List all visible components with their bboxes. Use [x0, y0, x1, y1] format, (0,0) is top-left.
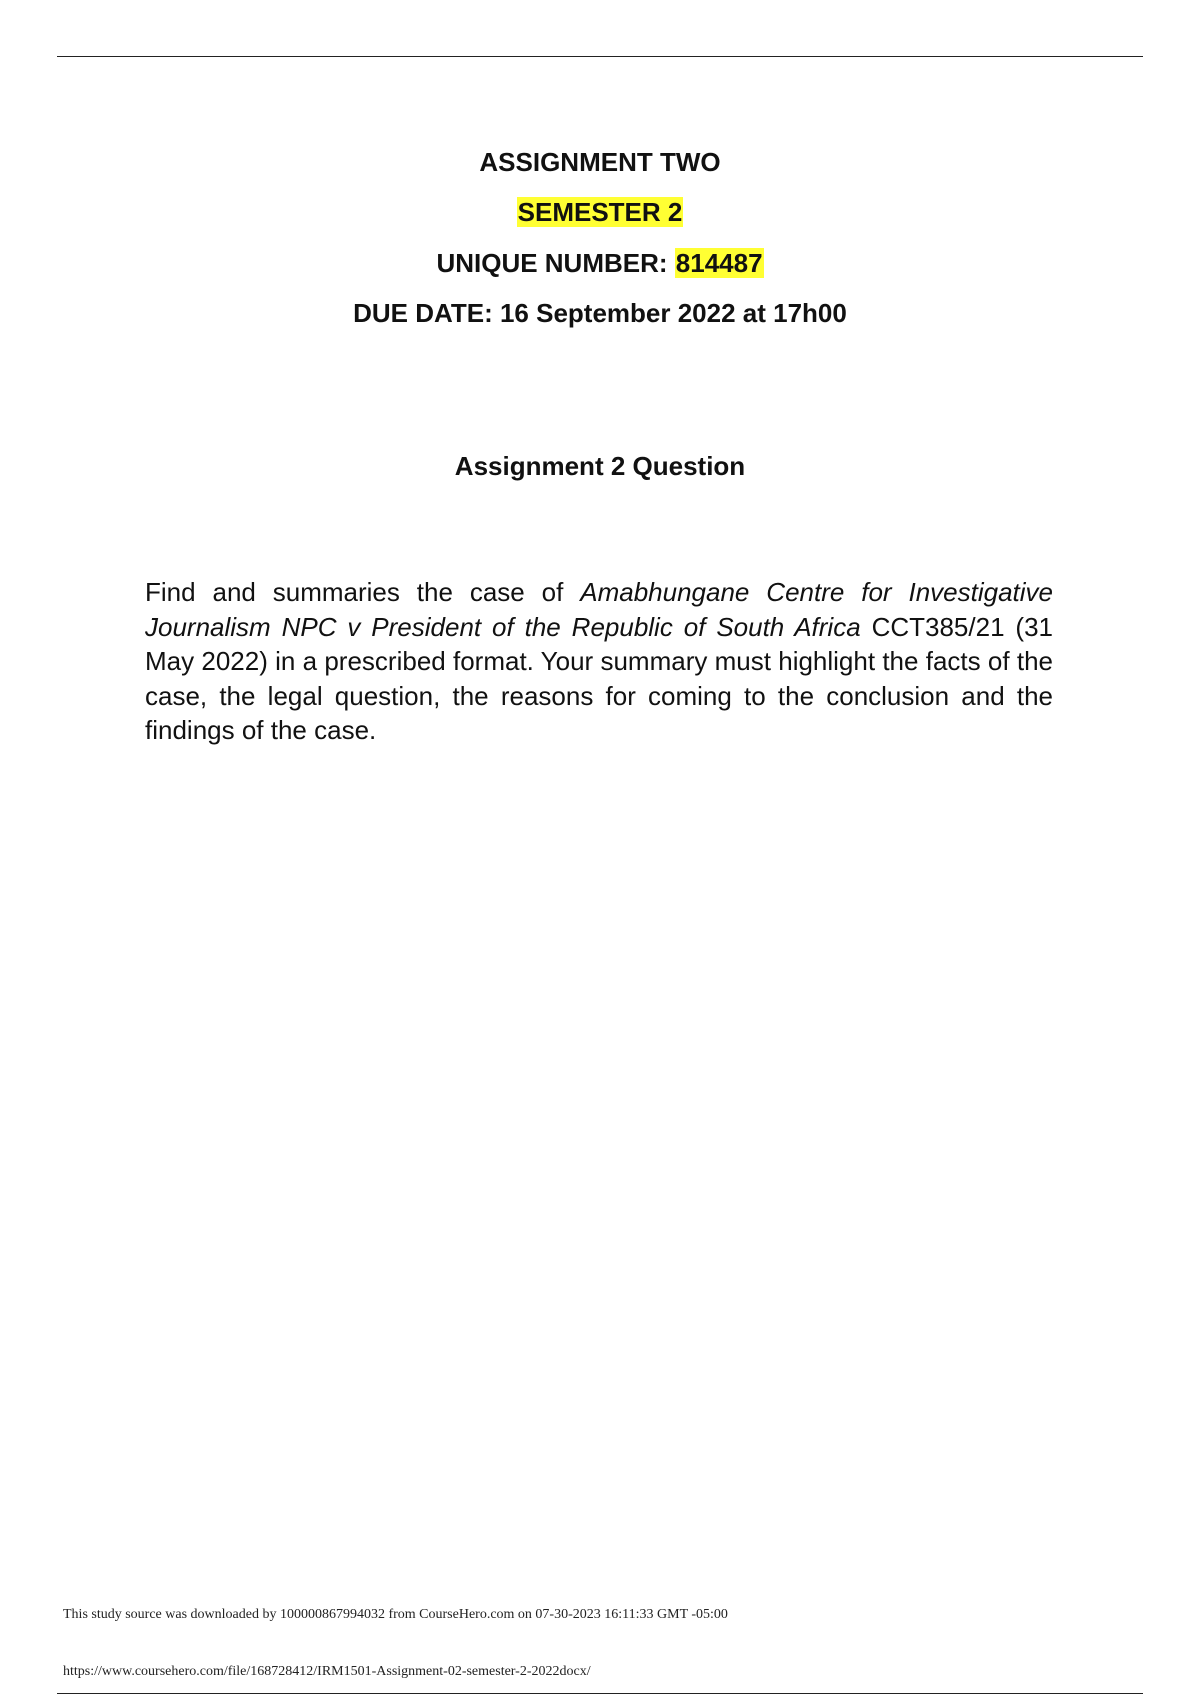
unique-number-heading — [0, 247, 1200, 279]
due-date-heading: DUE DATE: 16 September 2022 at 17h00 — [353, 298, 847, 328]
assignment-title: ASSIGNMENT TWO — [479, 147, 721, 177]
semester-heading — [0, 196, 1200, 228]
question-heading: Assignment 2 Question — [454, 451, 746, 481]
footer-rule — [57, 1693, 1143, 1694]
download-notice: This study source was downloaded by 100000867994032 from CourseHero.com on 07-30-2023 16:11:33 GMT -05:00 — [63, 1607, 728, 1622]
unique-number-label: UNIQUE NUMBER: — [436, 248, 675, 278]
semester-highlight: SEMESTER 2 — [517, 197, 683, 227]
question-body-rest: CCT385/21 (31 May 2022) in a prescribed format. Your summary must highlight the facts of the case, the legal question, the reasons for coming to the conclusion and the findings of the case. — [145, 611, 1054, 745]
question-body — [145, 575, 1053, 748]
case-name: Amabhungane Centre for Investigative Journalism NPC v President of the Republic of South Africa — [145, 577, 1053, 642]
unique-number-value: 814487 — [675, 248, 763, 278]
source-url[interactable]: https://www.coursehero.com/file/168728412/IRM1501-Assignment-02-semester-2-2022docx/ — [63, 1664, 591, 1679]
header-rule — [57, 56, 1143, 57]
question-body-intro: Find and summaries the case of — [145, 577, 581, 607]
